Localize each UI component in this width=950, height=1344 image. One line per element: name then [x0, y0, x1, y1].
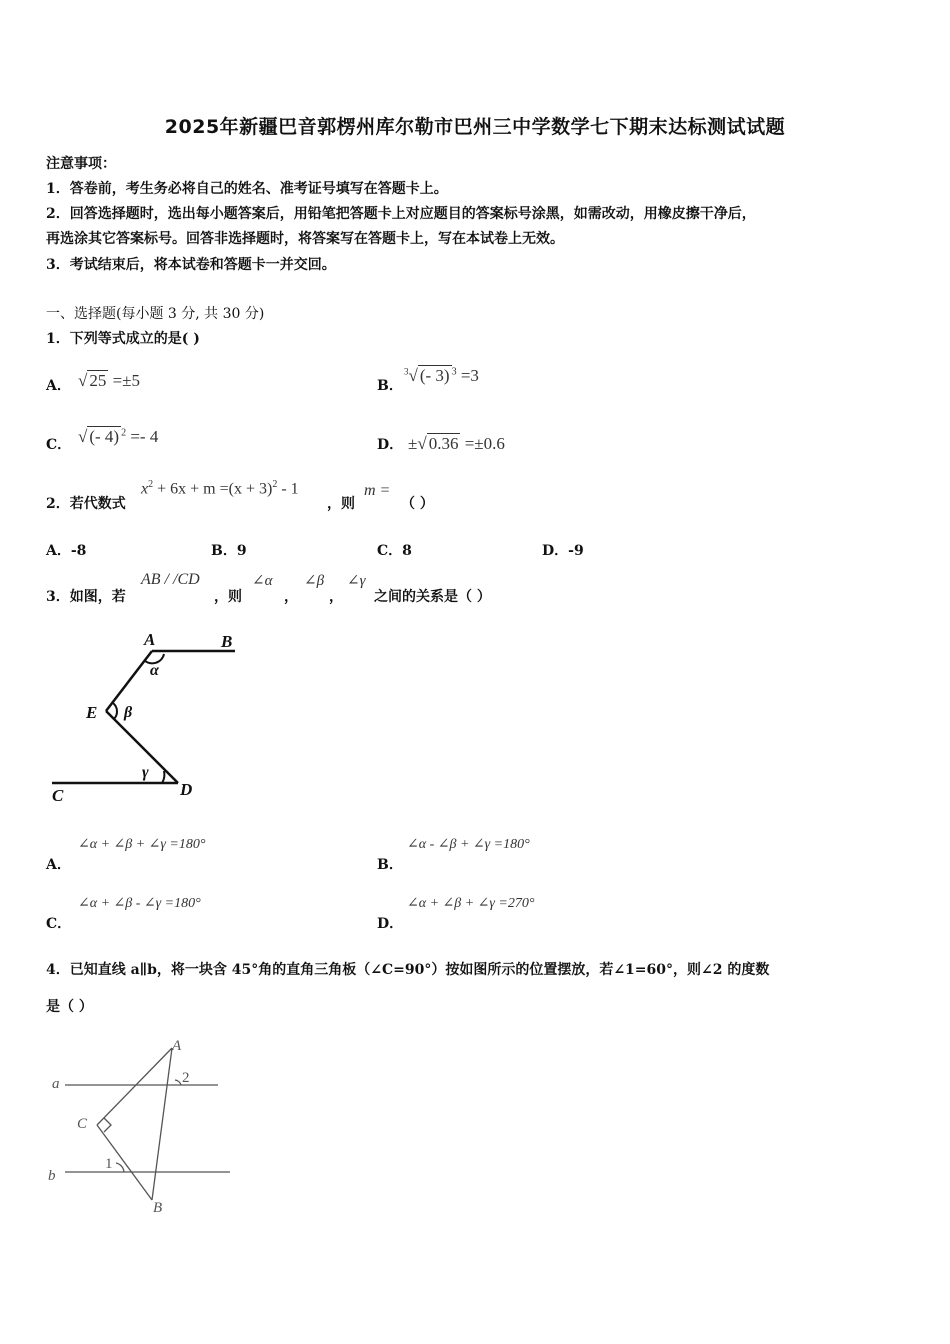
q4-triangle-ac	[97, 1048, 172, 1125]
q4-arc-2	[175, 1080, 181, 1085]
q3-arc-beta	[113, 703, 117, 719]
q2-expr-lhs: x	[141, 480, 149, 498]
q4-label-b-line: b	[48, 1168, 56, 1184]
q3-label-gamma: γ	[142, 764, 149, 781]
q3-option-c-expr: ∠α + ∠β - ∠γ =180°	[78, 896, 201, 911]
q4-right-angle-mark	[104, 1118, 111, 1132]
q1-d-radicand: 0.36	[428, 434, 459, 453]
q3-label-beta: β	[124, 704, 133, 721]
q4-label-b: B	[153, 1200, 163, 1216]
q3-stem-prefix: 3．如图，若	[46, 589, 126, 605]
q1-option-d-expr	[408, 434, 505, 454]
q4-label-a-line: a	[52, 1076, 60, 1092]
q2-m-expr: m =	[364, 482, 391, 499]
q1-option-b-label: B．	[377, 378, 403, 394]
q1-a-radicand: 25	[89, 371, 107, 390]
q3-comma-1: ，	[284, 589, 298, 605]
q1-option-d-label: D．	[377, 437, 404, 453]
q4-label-1: 1	[105, 1156, 113, 1172]
q3-label-c: C	[52, 786, 64, 805]
q2-expr-sq2: 2	[272, 479, 278, 490]
q2-stem-mid: ，则	[327, 496, 355, 512]
q3-comma-2: ，	[329, 589, 343, 605]
q1-b-radicand: (- 3)	[419, 366, 450, 385]
q4-stem-line2: 是（ ）	[46, 999, 93, 1015]
q3-angle-beta: ∠β	[304, 573, 325, 589]
q1-d-rhs: =±0.6	[464, 434, 505, 453]
q2-expr	[141, 479, 299, 498]
q1-stem: 1．下列等式成立的是( )	[46, 331, 200, 347]
q3-option-d-label: D．	[377, 916, 404, 932]
q1-option-c-expr	[78, 427, 158, 447]
q4-triangle-ab	[152, 1048, 172, 1200]
q3-option-c-label: C．	[46, 916, 72, 932]
q1-option-a-expr	[78, 371, 140, 391]
q3-angle-alpha: ∠α	[252, 573, 273, 589]
q3-figure	[40, 625, 240, 805]
notice-heading: 注意事项：	[46, 156, 116, 172]
q3-then: ，则	[214, 589, 242, 605]
q2-expr-sq1: 2	[148, 479, 154, 490]
notice-item-2b: 再选涂其它答案标号。回答非选择题时，将答案写在答题卡上，写在本试卷上无效。	[46, 231, 564, 247]
q3-stem-suffix: 之间的关系是（ ）	[374, 589, 491, 605]
sqrt-icon: √	[408, 366, 418, 385]
q4-label-c: C	[77, 1116, 88, 1132]
q3-cond: AB / /CD	[141, 571, 200, 588]
notice-item-1: 1．答卷前，考生务必将自己的姓名、准考证号填写在答题卡上。	[46, 181, 448, 197]
q2-option-d: D．-9	[542, 543, 584, 559]
sqrt-icon: √	[417, 434, 427, 453]
q4-figure	[40, 1030, 240, 1220]
q1-c-rhs: =- 4	[130, 427, 159, 446]
q3-label-b: B	[221, 632, 233, 651]
q3-arc-gamma	[162, 771, 164, 783]
q1-option-a-label: A．	[46, 378, 71, 394]
q1-b-rhs: =3	[460, 366, 479, 385]
q3-angle-gamma: ∠γ	[347, 573, 366, 589]
q2-expr-mid: + 6x + m =(x + 3)	[153, 480, 273, 498]
q2-option-a: A．-8	[46, 543, 87, 559]
q1-b-index: 3	[404, 366, 409, 377]
q3-label-d: D	[180, 780, 193, 799]
page-title: 2025年新疆巴音郭楞州库尔勒市巴州三中学数学七下期末达标测试试题	[164, 116, 786, 138]
q2-option-c: C．8	[377, 543, 412, 559]
notice-item-2a: 2．回答选择题时，选出每小题答案后，用铅笔把答题卡上对应题目的答案标号涂黑，如需改动，用橡皮擦干净后，	[46, 206, 756, 222]
q3-label-e: E	[86, 703, 98, 722]
q2-stem-prefix: 2．若代数式	[46, 496, 126, 512]
q1-c-radicand: (- 4)	[89, 427, 120, 446]
notice-item-3: 3．考试结束后，将本试卷和答题卡一并交回。	[46, 257, 336, 273]
q3-label-alpha: α	[150, 662, 159, 679]
q4-stem-line1: 4．已知直线 a∥b，将一块含 45°角的直角三角板（∠C=90°）按如图所示的位置摆放，若∠1=60°，则∠2 的度数	[46, 962, 770, 978]
q3-option-a-expr: ∠α + ∠β + ∠γ =180°	[78, 837, 206, 852]
q3-option-d-expr: ∠α + ∠β + ∠γ =270°	[407, 896, 535, 911]
q4-arc-1	[116, 1163, 124, 1172]
q3-option-b-label: B．	[377, 857, 403, 873]
q3-option-a-label: A．	[46, 857, 71, 873]
q1-option-b-expr	[404, 366, 479, 386]
q4-label-2: 2	[182, 1070, 190, 1086]
q3-label-a: A	[144, 630, 156, 649]
q1-d-pm: ±	[408, 434, 418, 453]
q2-expr-tail: - 1	[277, 480, 299, 498]
q1-a-rhs: =±5	[112, 371, 141, 390]
q4-label-a: A	[172, 1038, 182, 1054]
sqrt-icon: √	[78, 427, 88, 446]
sqrt-icon: √	[78, 371, 88, 390]
q1-option-c-label: C．	[46, 437, 72, 453]
q1-c-exp: 2	[121, 427, 127, 439]
q2-option-b: B．9	[211, 543, 247, 559]
q2-stem-suffix: （ ）	[401, 496, 434, 512]
section-heading: 一、选择题(每小题 3 分, 共 30 分)	[46, 306, 265, 322]
q1-b-exp: 3	[451, 366, 457, 378]
q3-option-b-expr: ∠α - ∠β + ∠γ =180°	[407, 837, 530, 852]
